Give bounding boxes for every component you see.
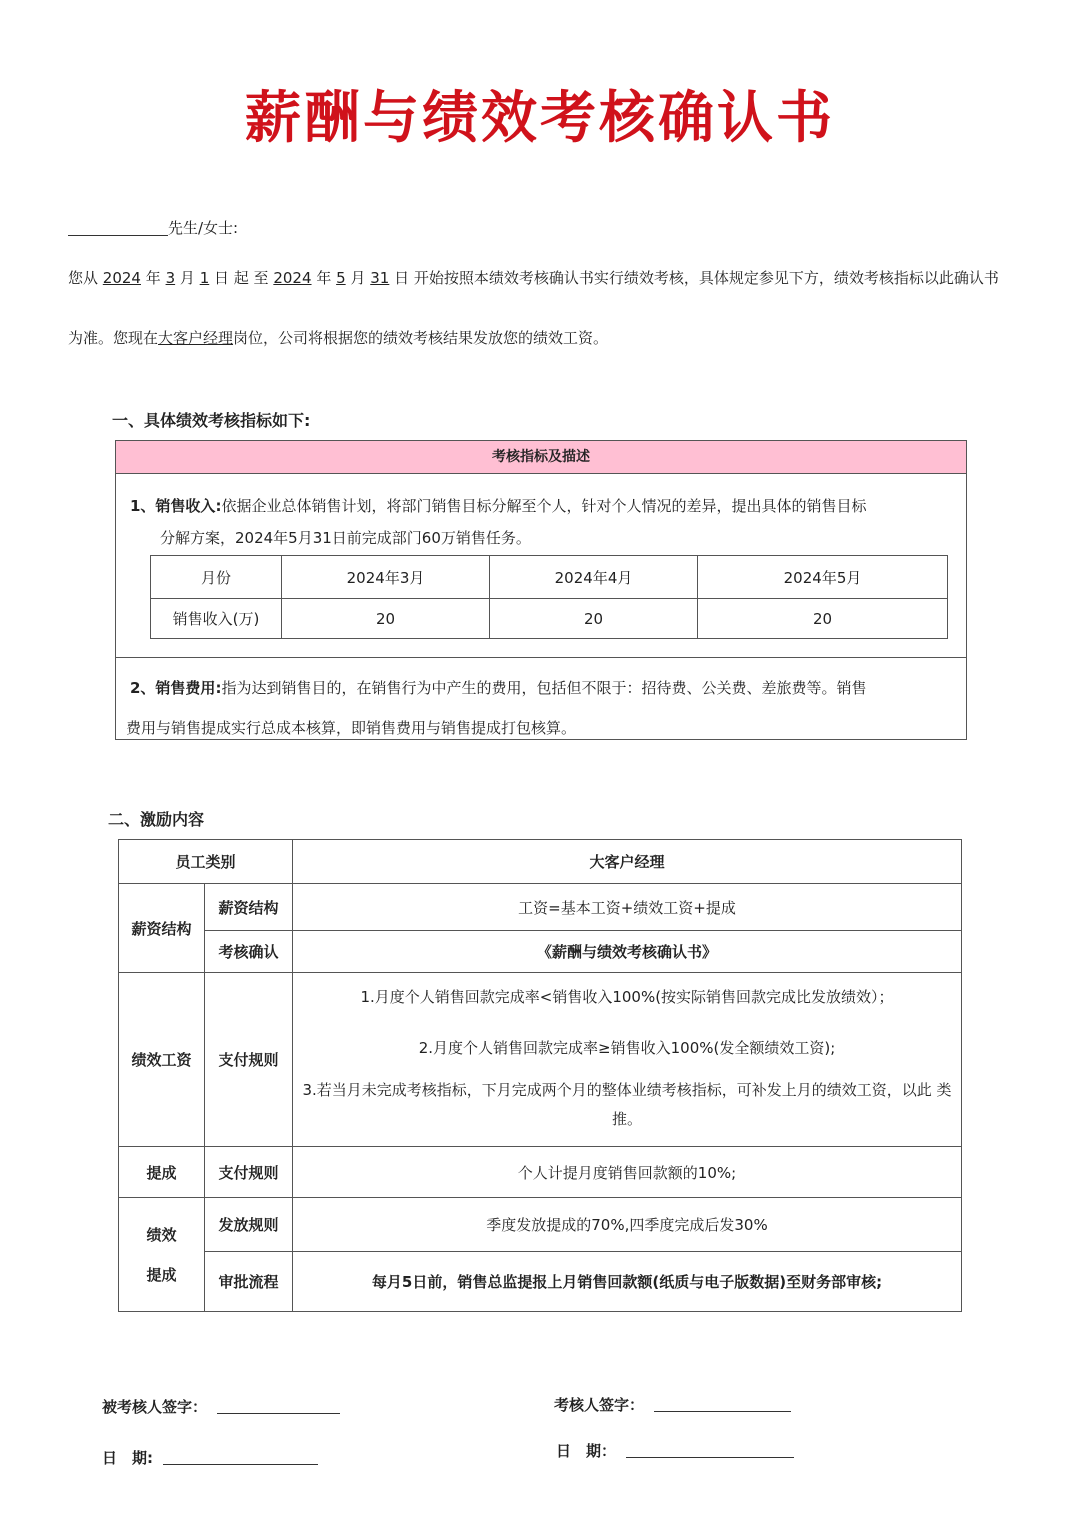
intro-text: 年 [145,269,161,287]
approval-label: 审批流程 [205,1252,293,1312]
pay-rule-label: 支付规则 [205,973,293,1147]
intro-text: 日 开始按照本绩效考核确认书实行绩效考核，具体规定参见下方，绩效考核指标以此确认书 [394,269,999,287]
intro-line-1 [68,267,999,288]
kpi-item-text-cont: 分解方案，2024年5月31日前完成部门60万销售任务。 [160,529,531,547]
end-day: 31 [370,269,390,287]
sales-table-header: 2024年3月 [282,556,490,599]
assessee-signature-label: 被考核人签字： [102,1398,208,1416]
start-year: 2024 [102,269,141,287]
salary-structure-value: 工资=基本工资+绩效工资+提成 [293,884,962,931]
intro-text: 为准。您现在 [68,329,159,347]
date-left-line[interactable] [163,1450,318,1465]
salary-structure-label: 薪资结构 [205,884,293,931]
perf-commission-group-line1: 绩效 [146,1225,177,1244]
name-blank[interactable] [68,219,168,236]
employee-type-label: 员工类别 [119,840,293,884]
sales-table-header: 2024年4月 [490,556,698,599]
kpi-item-sales-revenue [130,495,866,516]
assessment-confirm-label: 考核确认 [205,931,293,973]
assessee-signature [102,1396,340,1417]
sales-table-header: 月份 [151,556,282,599]
assessment-confirm-value: 《薪酬与绩效考核确认书》 [293,931,962,973]
sales-table-header: 2024年5月 [698,556,948,599]
incentive-table [118,839,962,1312]
intro-line-2 [68,327,608,348]
intro-text: 岗位，公司将根据您的绩效考核结果发放您的绩效工资。 [233,329,609,347]
section1-heading: 一、具体绩效考核指标如下: [112,411,311,430]
intro-text: 月 [179,269,195,287]
employee-type-value: 大客户经理 [293,840,962,884]
start-day: 1 [199,269,210,287]
assessor-signature [554,1394,791,1415]
perf-rule-3: 3.若当月未完成考核指标，下月完成两个月的整体业绩考核指标，可补发上月的绩效工资，以此 类推。 [302,1080,952,1128]
release-rule-label: 发放规则 [205,1198,293,1252]
intro-text: 年 [316,269,332,287]
date-right-label: 日 期： [556,1442,617,1460]
salutation-text: 先生/女士: [168,219,239,237]
sales-table-cell: 20 [698,599,948,639]
date-left-label: 日 期: [102,1449,153,1467]
assessor-signature-label: 考核人签字： [554,1396,645,1414]
position-name: 大客户经理 [158,329,234,347]
intro-text: 月 [350,269,366,287]
perf-commission-group-line2: 提成 [146,1265,177,1284]
kpi-item-label: 2、销售费用: [130,679,222,697]
commission-rule-value: 个人计提月度销售回款额的10%; [293,1147,962,1198]
sales-table [150,555,948,639]
perf-commission-group [119,1198,205,1312]
perf-rule-2: 2.月度个人销售回款完成率≥销售收入100%(发全额绩效工资); [418,1038,836,1057]
date-left [102,1447,318,1468]
commission-rule-label: 支付规则 [205,1147,293,1198]
commission-group: 提成 [119,1147,205,1198]
section2-heading: 二、激励内容 [108,810,205,829]
end-year: 2024 [273,269,312,287]
kpi-item-text-cont: 费用与销售提成实行总成本核算，即销售费用与销售提成打包核算。 [126,719,577,737]
approval-value: 每月5日前，销售总监提报上月销售回款额(纸质与电子版数据)至财务部审核; [293,1252,962,1312]
kpi-box-header: 考核指标及描述 [116,441,966,474]
perf-rules-cell [293,973,962,1147]
date-right [556,1440,794,1461]
kpi-box [115,440,967,740]
kpi-item-sales-expense [130,677,866,698]
kpi-item-text: 指为达到销售目的，在销售行为中产生的费用，包括但不限于：招待费、公关费、差旅费等。销售 [221,679,867,697]
release-rule-value: 季度发放提成的70%,四季度完成后发30% [293,1198,962,1252]
salutation [68,217,238,238]
intro-text: 您从 [68,269,99,287]
sales-table-cell: 20 [490,599,698,639]
salary-structure-group: 薪资结构 [119,884,205,973]
kpi-item-text: 依据企业总体销售计划，将部门销售目标分解至个人，针对个人情况的差异，提出具体的销售目标 [221,497,867,515]
perf-salary-group: 绩效工资 [119,973,205,1147]
date-right-line[interactable] [626,1443,794,1458]
perf-rule-1: 1.月度个人销售回款完成率<销售收入100%(按实际销售回款完成比发放绩效）； [360,987,894,1006]
end-month: 5 [336,269,346,287]
start-month: 3 [165,269,176,287]
kpi-item-label: 1、销售收入: [130,497,222,515]
assessee-signature-line[interactable] [217,1399,340,1414]
page-title: 薪酬与绩效考核确认书 [245,86,835,151]
kpi-divider [116,657,966,658]
sales-table-cell: 20 [282,599,490,639]
intro-text: 日 起 至 [214,269,269,287]
assessor-signature-line[interactable] [654,1397,791,1412]
sales-table-cell: 销售收入(万) [151,599,282,639]
